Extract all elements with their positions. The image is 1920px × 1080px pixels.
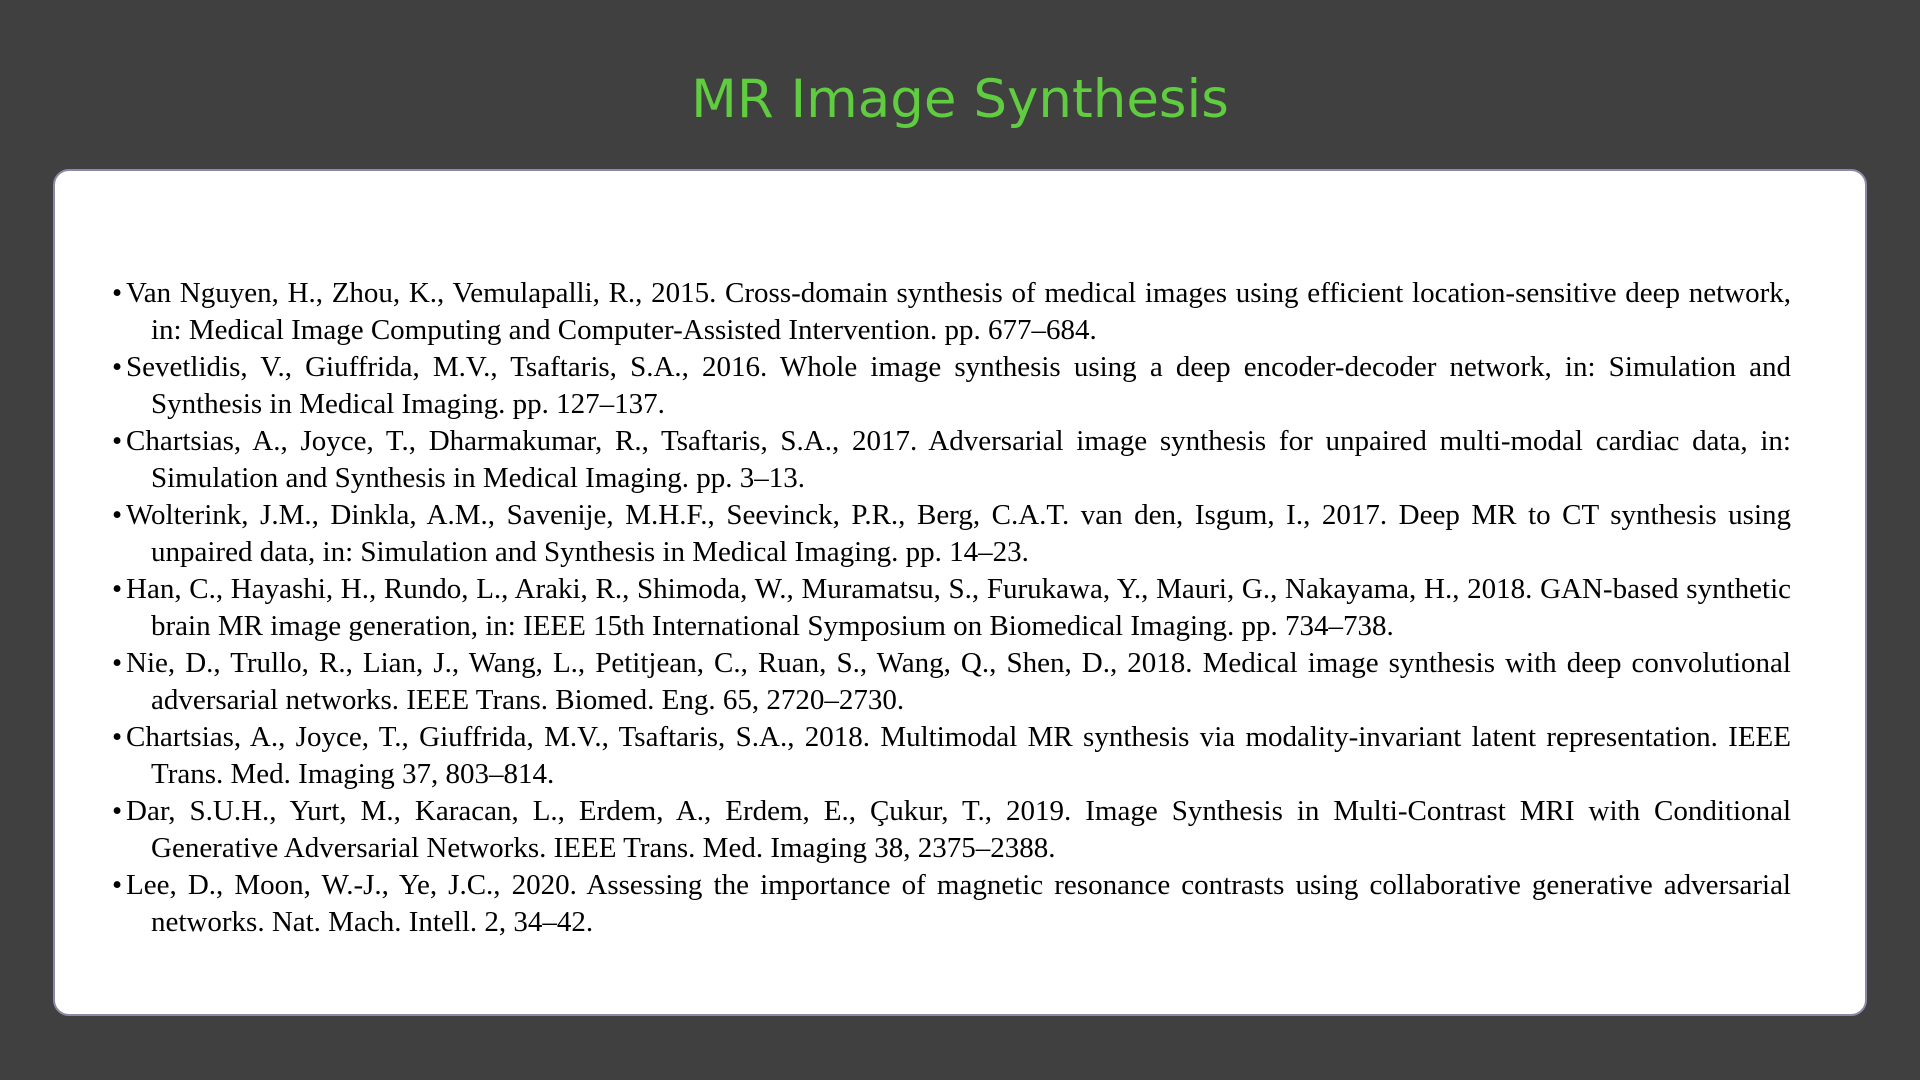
bullet-icon: •	[112, 869, 123, 901]
reference-list	[112, 275, 1791, 941]
bullet-icon: •	[112, 721, 123, 753]
bullet-icon: •	[112, 573, 123, 605]
reference-item	[112, 571, 1791, 645]
slide-title: MR Image Synthesis	[691, 69, 1229, 130]
reference-text: Lee, D., Moon, W.-J., Ye, J.C., 2020. Assessing the importance of magnetic resonance contrasts using collaborative generative adversarial networks. Nat. Mach. Intell. 2, 34–42.	[126, 869, 1791, 938]
reference-text: Chartsias, A., Joyce, T., Giuffrida, M.V., Tsaftaris, S.A., 2018. Multimodal MR synthesis via modality-invariant latent representation. IEEE Trans. Med. Imaging 37, 803–814.	[126, 721, 1791, 790]
bullet-icon: •	[112, 425, 123, 457]
bullet-icon: •	[112, 351, 123, 383]
reference-text: Han, C., Hayashi, H., Rundo, L., Araki, R., Shimoda, W., Muramatsu, S., Furukawa, Y., Mauri, G., Nakayama, H., 2018. GAN-based synthetic brain MR image generation, in: IEEE 15th International Symposium on Biomedical Imaging. pp. 734–738.	[126, 573, 1791, 642]
reference-item	[112, 719, 1791, 793]
reference-item	[112, 423, 1791, 497]
bullet-icon: •	[112, 647, 123, 679]
reference-item	[112, 275, 1791, 349]
reference-item	[112, 645, 1791, 719]
bullet-icon: •	[112, 277, 123, 309]
reference-text: Wolterink, J.M., Dinkla, A.M., Savenije, M.H.F., Seevinck, P.R., Berg, C.A.T. van den, Isgum, I., 2017. Deep MR to CT synthesis using unpaired data, in: Simulation and Synthesis in Medical Imaging. pp. 14–23.	[126, 499, 1791, 568]
reference-item	[112, 867, 1791, 941]
reference-text: Sevetlidis, V., Giuffrida, M.V., Tsaftaris, S.A., 2016. Whole image synthesis using a deep encoder-decoder network, in: Simulation and Synthesis in Medical Imaging. pp. 127–137.	[126, 351, 1791, 420]
reference-item	[112, 349, 1791, 423]
reference-item	[112, 793, 1791, 867]
reference-text: Nie, D., Trullo, R., Lian, J., Wang, L., Petitjean, C., Ruan, S., Wang, Q., Shen, D., 2018. Medical image synthesis with deep convolutional adversarial networks. IEEE Trans. Biomed. Eng. 65, 2720–2730.	[126, 647, 1791, 716]
reference-text: Dar, S.U.H., Yurt, M., Karacan, L., Erdem, A., Erdem, E., Çukur, T., 2019. Image Synthesis in Multi-Contrast MRI with Conditional Generative Adversarial Networks. IEEE Trans. Med. Imaging 38, 2375–2388.	[126, 795, 1791, 864]
reference-text: Chartsias, A., Joyce, T., Dharmakumar, R., Tsaftaris, S.A., 2017. Adversarial image synthesis for unpaired multi-modal cardiac data, in: Simulation and Synthesis in Medical Imaging. pp. 3–13.	[126, 425, 1791, 494]
reference-item	[112, 497, 1791, 571]
bullet-icon: •	[112, 499, 123, 531]
bullet-icon: •	[112, 795, 123, 827]
reference-text: Van Nguyen, H., Zhou, K., Vemulapalli, R., 2015. Cross-domain synthesis of medical images using efficient location-sensitive deep network, in: Medical Image Computing and Computer-Assisted Intervention. pp. 677–684.	[126, 277, 1791, 346]
